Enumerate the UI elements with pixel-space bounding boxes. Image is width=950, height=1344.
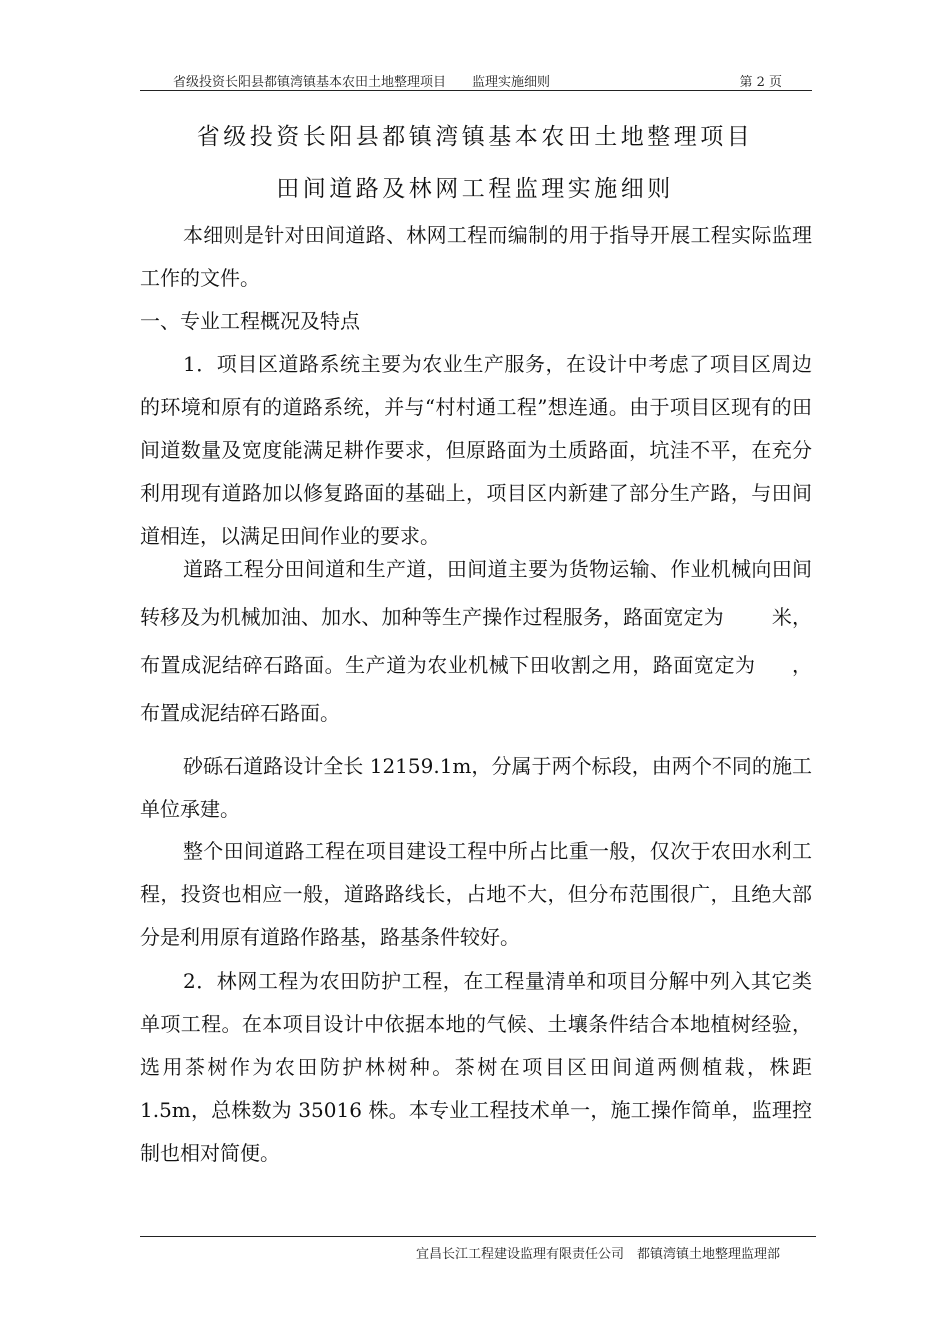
intro-paragraph: 本细则是针对田间道路、林网工程而编制的用于指导开展工程实际监理工作的文件。	[140, 223, 812, 290]
paragraph-road-overview: 整个田间道路工程在项目建设工程中所占比重一般，仅次于农田水利工程，投资也相应一般，道路路线长，占地不大，但分布范围很广，且绝大部分是利用原有道路作路基，路基条件较好。	[140, 839, 812, 949]
header-project-title: 省级投资长阳县都镇湾镇基本农田土地整理项目 监理实施细则	[173, 75, 551, 90]
document-title-line-2: 田间道路及林网工程监理实施细则	[276, 176, 674, 202]
road-types-text-a: 道路工程分田间道和生产道，田间道主要为货物运输、作业机械向田间转移及为机械加油、加水、加种等生产操作过程服务，路面宽定为	[140, 557, 812, 629]
section-heading: 一、专业工程概况及特点	[140, 309, 360, 333]
header-page-number: 第 2 页	[739, 75, 782, 90]
paragraph-forest-network: 2．林网工程为农田防护工程，在工程量清单和项目分解中列入其它类单项工程。在本项目设计中依据本地的气候、土壤条件结合本地植树经验，选用茶树作为农田防护林树种。茶树在项目区田间道两侧植栽，株距 1.5m，总株数为 35016 株。本专业工程技术单一，施工操作简单，监理控制也相对简便。	[140, 969, 812, 1165]
page-footer	[140, 1236, 816, 1262]
paragraph-road-types	[140, 545, 812, 737]
footer-company: 宜昌长江工程建设监理有限责任公司 都镇湾镇土地整理监理部	[415, 1247, 780, 1262]
page-header	[140, 68, 812, 91]
road-types-text-b: 米，布置成泥结碎石路面。生产道为农业机械下田收割之用，路面宽定为	[140, 605, 813, 677]
paragraph-gravel-road: 砂砾石道路设计全长 12159.1m，分属于两个标段，由两个不同的施工单位承建。	[140, 754, 812, 821]
road-types-text-c: ，布置成泥结碎石路面。	[140, 653, 813, 725]
paragraph-road-system: 1．项目区道路系统主要为农业生产服务，在设计中考虑了项目区周边的环境和原有的道路系统，并与“村村通工程”想连通。由于项目区现有的田间道数量及宽度能满足耕作要求，但原路面为土质路面，坑洼不平，在充分利用现有道路加以修复路面的基础上，项目区内新建了部分生产路，与田间道相连，以满足田间作业的要求。	[140, 352, 812, 548]
document-title-line-1: 省级投资长阳县都镇湾镇基本农田土地整理项目	[196, 124, 754, 150]
